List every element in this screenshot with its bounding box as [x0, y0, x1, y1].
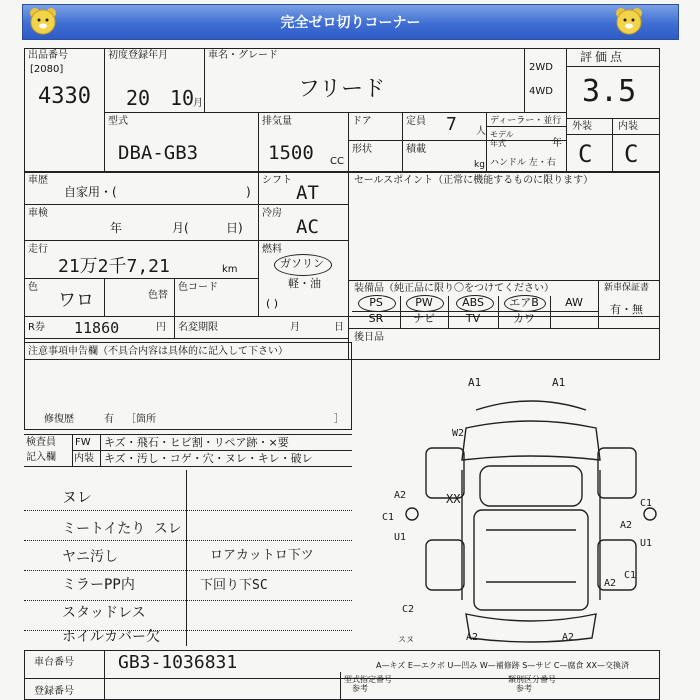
notes-label: 注意事項申告欄（不具合内容は具体的に記入して下さい）	[28, 346, 288, 357]
use-close: )	[246, 185, 251, 199]
diagram-mark: XX	[446, 492, 461, 506]
ac-label: 冷房	[262, 208, 282, 219]
color-change-label: 色替	[148, 290, 168, 301]
first-reg-year: 20	[126, 86, 151, 110]
remark-right-line: 下回り下SC	[200, 578, 268, 593]
lot-sub: [2080]	[30, 64, 64, 75]
page-banner	[22, 4, 679, 40]
name-change-day: 日	[334, 322, 344, 333]
inspection-month: 月(	[172, 221, 189, 235]
fuel-diesel: 軽・油	[288, 277, 321, 290]
bear-icon	[26, 6, 60, 36]
door-label: ドア	[352, 116, 372, 127]
equipment-ps: PS	[369, 296, 383, 309]
bottom-label: 登録番号	[34, 686, 74, 697]
tax-label: R券	[28, 322, 45, 333]
later-label: 後日品	[354, 332, 384, 343]
interior-items: キズ・汚し・コゲ・穴・ヌレ・キレ・破レ	[104, 452, 313, 465]
capacity-unit: 人	[476, 126, 486, 137]
equipment-pw: PW	[415, 296, 433, 309]
first-reg-month: 10	[170, 86, 195, 110]
equipment-tv: TV	[465, 312, 481, 325]
equipment-navi: ナビ	[413, 312, 435, 325]
tax-unit: 円	[156, 322, 166, 333]
interior-row-label: 内装	[74, 453, 94, 464]
mileage-label: 走行	[28, 244, 48, 255]
legend-text: A—キズ E—エクボ U—凹み W—補修跡 S—サビ C—腐食 XX—交換済	[376, 661, 630, 670]
displacement-label: 排気量	[262, 116, 292, 127]
shift-label: シフト	[262, 175, 292, 186]
model-label: 型式	[108, 116, 128, 127]
remark-line: ミートイたり スレ	[62, 521, 182, 537]
diagram-mark: A1	[468, 376, 482, 389]
model-value: DBA-GB3	[118, 142, 199, 164]
remark-line: ヌレ	[62, 488, 93, 506]
interior-label: 内装	[618, 121, 638, 132]
mileage-value: 21万2千7,21	[58, 256, 170, 277]
diagram-mark: A2	[394, 490, 407, 501]
warranty-value: 有・無	[610, 303, 643, 316]
diagram-mark: U1	[394, 532, 407, 543]
repair-place: ［箇所	[126, 414, 156, 425]
use-value: 自家用・(	[64, 185, 117, 199]
fw-label: FW	[75, 437, 91, 448]
tax-value: 11860	[74, 319, 120, 337]
diagram-mark: U1	[640, 538, 653, 549]
exterior-grade: C	[578, 140, 593, 168]
diagram-mark: スヌ	[398, 635, 414, 644]
bear-icon	[612, 6, 646, 36]
car-name-label: 車名・グレード	[208, 50, 278, 61]
repair-close: ］	[334, 414, 344, 425]
car-name: フリード	[298, 77, 386, 102]
model-year-unit: 年	[552, 138, 562, 149]
remark-line: ミラーPP内	[62, 577, 135, 593]
chassis-value: GB3-1036831	[118, 652, 238, 673]
repair-value: 有	[104, 414, 114, 425]
exterior-label: 外装	[572, 121, 592, 132]
fuel-gas: ガソリン	[280, 257, 324, 270]
score-value: 3.5	[582, 74, 637, 109]
inspection-label: 車検	[28, 208, 48, 219]
equipment-airbag: エアB	[509, 296, 539, 309]
banner-title: 完全ゼロ切りコーナー	[280, 15, 421, 31]
load-unit: kg	[474, 160, 485, 170]
repair-label: 修復歴	[44, 414, 74, 425]
equipment-grid	[352, 296, 598, 328]
name-change-month: 月	[290, 322, 300, 333]
equipment-label: 装備品（純正品に限り〇をつけてください）	[354, 283, 554, 294]
lot-label: 出品番号	[28, 50, 68, 61]
diagram-mark: C1	[624, 570, 637, 581]
first-reg-label: 初度登録年月	[108, 50, 168, 61]
equipment-leather: カワ	[513, 312, 535, 325]
ref-label: 参考	[352, 684, 368, 693]
remark-line: スタッドレス	[62, 605, 146, 621]
ac-value: AC	[296, 216, 319, 238]
displacement-value: 1500	[268, 142, 314, 164]
capacity-label: 定員	[406, 116, 426, 127]
diagram-mark: A2	[562, 632, 575, 643]
remark-right-line: ロアカットロ下ツ	[210, 548, 314, 563]
ref-label: 参考	[516, 684, 532, 693]
fuel-label: 燃料	[262, 244, 282, 255]
fw-items: キズ・飛石・ヒビ割・リペア跡・×要	[104, 436, 289, 449]
first-reg-unit: 月	[193, 98, 203, 109]
shape-label: 形状	[352, 144, 372, 155]
lot-number: 4330	[38, 84, 91, 109]
model-designation-label: 型式指定番号	[344, 675, 392, 684]
diagram-mark: C1	[382, 512, 395, 523]
drive-4wd: 4WD	[529, 86, 553, 97]
color-label: 色	[28, 282, 38, 293]
diagram-mark: A2	[604, 578, 617, 589]
score-label: 評価点	[580, 50, 626, 64]
inspector-label: 検査員	[26, 437, 56, 448]
drive-2wd: 2WD	[529, 62, 553, 73]
load-label: 積載	[406, 144, 426, 155]
mileage-unit: km	[222, 264, 238, 275]
remark-line: ホイルカバー欠	[62, 629, 160, 645]
remark-line: ヤニ汚し	[62, 549, 118, 565]
name-change-label: 名変期限	[178, 322, 218, 333]
inspection-year: 年	[110, 221, 123, 235]
diagram-mark: A1	[552, 376, 566, 389]
use-label: 車歴	[28, 175, 48, 186]
diagram-mark: A2	[466, 632, 479, 643]
warranty-label: 新車保証書	[604, 283, 650, 293]
equipment-aw: AW	[565, 296, 583, 309]
diagram-mark: A2	[620, 520, 633, 531]
inspection-day: 日)	[226, 221, 243, 235]
shift-value: AT	[296, 182, 319, 204]
dealer-label: ディーラー・並行	[490, 116, 562, 126]
entry-label: 記入欄	[26, 452, 56, 463]
category-label: 類別区分番号	[508, 675, 556, 684]
diagram-mark: C2	[402, 604, 415, 615]
fuel-paren: ( )	[266, 297, 279, 310]
color-code-label: 色コード	[178, 282, 218, 293]
interior-grade: C	[624, 140, 639, 168]
color-value: ワロ	[58, 290, 94, 311]
diagram-mark: C1	[640, 498, 653, 509]
capacity-value: 7	[446, 114, 457, 135]
diagram-mark: W2	[452, 428, 465, 439]
equipment-abs: ABS	[462, 296, 484, 309]
car-diagram	[396, 370, 666, 650]
equipment-sr: SR	[368, 312, 384, 325]
chassis-label: 車台番号	[34, 657, 74, 668]
model-year-label: モデル年式	[490, 130, 514, 148]
displacement-unit: CC	[330, 156, 344, 167]
sales-point-label: セールスポイント（正常に機能するものに限ります）	[354, 175, 594, 186]
handle-label: ハンドル 左・右	[490, 158, 556, 168]
